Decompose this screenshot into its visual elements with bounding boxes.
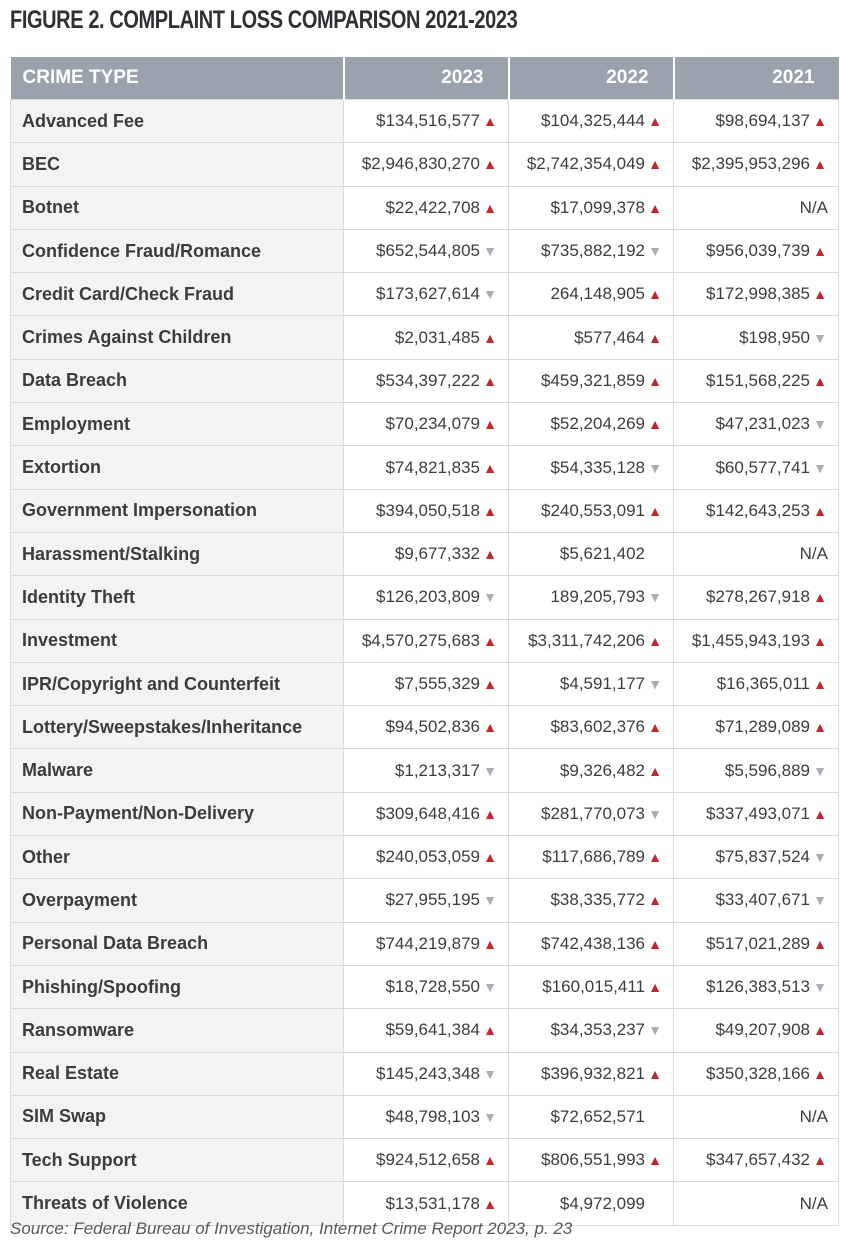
trend-up-icon: ▲: [483, 1022, 497, 1039]
table-row: [11, 1052, 839, 1095]
trend-none-icon: [647, 1109, 663, 1125]
trend-up-icon: ▲: [813, 1022, 827, 1039]
trend-down-icon: ▼: [813, 849, 827, 866]
loss-value: $2,031,485: [394, 327, 480, 347]
loss-value-cell: [674, 446, 839, 489]
loss-value: N/A: [799, 544, 828, 564]
loss-value: $72,652,571: [550, 1106, 645, 1126]
trend-down-icon: ▼: [813, 762, 827, 779]
loss-value: $126,383,513: [706, 977, 810, 997]
loss-value-cell: [509, 403, 674, 446]
table-row: [11, 749, 839, 792]
loss-value: $47,231,023: [715, 414, 810, 434]
crime-type-cell: Overpayment: [11, 879, 344, 922]
loss-value-cell: [674, 489, 839, 532]
loss-value-cell: [344, 359, 509, 402]
trend-up-icon: ▲: [648, 329, 662, 346]
table-row: [11, 1095, 839, 1138]
loss-value-cell: [509, 922, 674, 965]
trend-down-icon: ▼: [813, 416, 827, 433]
trend-up-icon: ▲: [813, 935, 827, 952]
trend-up-icon: ▲: [813, 676, 827, 692]
loss-value-cell: [674, 1052, 839, 1095]
loss-value: $16,365,011: [716, 674, 810, 693]
loss-value: $172,998,385: [706, 284, 810, 304]
trend-down-icon: ▼: [483, 762, 497, 779]
loss-value: $33,407,671: [715, 890, 810, 910]
trend-up-icon: ▲: [648, 199, 662, 216]
trend-none-icon: [647, 546, 663, 562]
trend-up-icon: ▲: [483, 113, 497, 130]
table-row: [11, 965, 839, 1008]
loss-value: $75,837,524: [715, 847, 810, 867]
loss-value-cell: [674, 576, 839, 619]
loss-value: $459,321,859: [541, 370, 645, 390]
crime-type-cell: Real Estate: [11, 1052, 344, 1095]
table-row: [11, 662, 839, 705]
crime-type-cell: Confidence Fraud/Romance: [11, 229, 344, 272]
loss-value-cell: [344, 143, 509, 186]
table-row: [11, 489, 839, 532]
crime-type-cell: Identity Theft: [11, 576, 344, 619]
trend-up-icon: ▲: [648, 156, 662, 173]
trend-up-icon: ▲: [648, 892, 662, 909]
crime-type-cell: Investment: [11, 619, 344, 662]
crime-type-cell: Data Breach: [11, 359, 344, 402]
loss-value-cell: [509, 619, 674, 662]
trend-down-icon: ▼: [483, 1065, 497, 1082]
trend-down-icon: ▼: [483, 892, 497, 909]
trend-up-icon: ▲: [813, 589, 827, 606]
trend-up-icon: ▲: [813, 1152, 827, 1169]
crime-type-cell: Personal Data Breach: [11, 922, 344, 965]
loss-value-cell: [509, 706, 674, 749]
crime-type-cell: Non-Payment/Non-Delivery: [11, 792, 344, 835]
loss-value: $4,591,177: [559, 674, 645, 693]
loss-value-cell: [674, 359, 839, 402]
loss-value-cell: [344, 403, 509, 446]
loss-value: $281,770,073: [541, 803, 645, 823]
trend-up-icon: ▲: [483, 416, 497, 433]
loss-value-cell: [674, 532, 839, 575]
trend-up-icon: ▲: [813, 243, 827, 260]
crime-type-cell: Ransomware: [11, 1009, 344, 1052]
crime-type-cell: SIM Swap: [11, 1095, 344, 1138]
crime-type-cell: Extortion: [11, 446, 344, 489]
loss-value-cell: [509, 446, 674, 489]
loss-value-cell: [509, 749, 674, 792]
crime-type-cell: Credit Card/Check Fraud: [11, 273, 344, 316]
loss-value-cell: [344, 316, 509, 359]
loss-value: $534,397,222: [376, 370, 480, 390]
loss-value: $1,213,317: [394, 760, 480, 780]
trend-up-icon: ▲: [648, 416, 662, 433]
loss-value: $394,050,518: [376, 500, 480, 520]
loss-value-cell: [344, 229, 509, 272]
loss-value-cell: [674, 836, 839, 879]
trend-up-icon: ▲: [813, 372, 827, 389]
loss-value: $13,531,178: [385, 1193, 480, 1213]
loss-value: $924,512,658: [376, 1150, 480, 1170]
table-row: [11, 1139, 839, 1182]
loss-value: $9,326,482: [559, 760, 645, 780]
loss-value: 189,205,793: [550, 587, 645, 607]
loss-value-cell: [674, 922, 839, 965]
trend-up-icon: ▲: [813, 1065, 827, 1082]
table-row: [11, 922, 839, 965]
table-row: [11, 403, 839, 446]
trend-down-icon: ▼: [483, 286, 497, 303]
crime-type-cell: Botnet: [11, 186, 344, 229]
crime-type-cell: Malware: [11, 749, 344, 792]
loss-value: $4,972,099: [559, 1193, 645, 1213]
loss-value: $54,335,128: [550, 457, 645, 477]
header-2022: 2022: [509, 57, 674, 100]
loss-value: $240,553,091: [541, 500, 645, 520]
trend-down-icon: ▼: [648, 676, 662, 692]
table-row: [11, 359, 839, 402]
table-row: [11, 186, 839, 229]
trend-up-icon: ▲: [813, 286, 827, 303]
source-note: Source: Federal Bureau of Investigation, Internet Crime Report 2023, p. 23: [10, 1219, 573, 1238]
trend-down-icon: ▼: [483, 589, 497, 606]
table-row: [11, 1009, 839, 1052]
crime-type-cell: Phishing/Spoofing: [11, 965, 344, 1008]
loss-value-cell: [344, 576, 509, 619]
loss-value-cell: [344, 749, 509, 792]
loss-value-cell: [674, 1139, 839, 1182]
loss-value: $7,555,329: [394, 674, 480, 693]
trend-up-icon: ▲: [648, 935, 662, 952]
loss-value-cell: [344, 836, 509, 879]
trend-up-icon: ▲: [483, 935, 497, 952]
loss-value-cell: [674, 706, 839, 749]
table-row: [11, 532, 839, 575]
trend-up-icon: ▲: [483, 372, 497, 389]
loss-value: $9,677,332: [394, 544, 480, 564]
loss-value-cell: [509, 1095, 674, 1138]
loss-value-cell: [344, 446, 509, 489]
table-row: [11, 446, 839, 489]
trend-up-icon: ▲: [483, 199, 497, 216]
loss-value-cell: [344, 273, 509, 316]
loss-value: $350,328,166: [706, 1063, 810, 1083]
loss-value-cell: [509, 359, 674, 402]
loss-value-cell: [509, 879, 674, 922]
loss-value: $652,544,805: [376, 241, 480, 261]
loss-value-cell: [674, 662, 839, 705]
crime-type-cell: IPR/Copyright and Counterfeit: [11, 662, 344, 705]
loss-value-cell: [344, 706, 509, 749]
loss-value: $126,203,809: [376, 587, 480, 607]
loss-value-cell: [674, 1009, 839, 1052]
loss-value-cell: [344, 1052, 509, 1095]
loss-value-cell: [344, 662, 509, 705]
loss-value-cell: [509, 186, 674, 229]
loss-value: $60,577,741: [715, 457, 810, 477]
trend-up-icon: ▲: [483, 1152, 497, 1169]
loss-value: $4,570,275,683: [361, 630, 480, 650]
trend-down-icon: ▼: [648, 243, 662, 260]
loss-value-cell: [509, 273, 674, 316]
loss-value: 264,148,905: [550, 284, 645, 304]
trend-up-icon: ▲: [483, 459, 497, 476]
trend-down-icon: ▼: [813, 979, 827, 996]
loss-value: $142,643,253: [706, 500, 810, 520]
loss-value-cell: [509, 965, 674, 1008]
loss-value-cell: [509, 836, 674, 879]
loss-value: $59,641,384: [385, 1020, 480, 1040]
crime-type-cell: Government Impersonation: [11, 489, 344, 532]
loss-value: $117,686,789: [542, 847, 645, 867]
trend-up-icon: ▲: [483, 502, 497, 519]
loss-value-cell: [344, 1139, 509, 1182]
trend-down-icon: ▼: [648, 589, 662, 606]
trend-up-icon: ▲: [813, 805, 827, 822]
figure-title: FIGURE 2. COMPLAINT LOSS COMPARISON 2021-2023: [10, 6, 518, 34]
loss-value: $577,464: [574, 327, 645, 347]
trend-down-icon: ▼: [648, 1022, 662, 1039]
loss-value: $735,882,192: [541, 241, 645, 261]
loss-value: $22,422,708: [385, 197, 480, 217]
table-row: [11, 619, 839, 662]
crime-type-cell: Threats of Violence: [11, 1182, 344, 1225]
loss-value-cell: [674, 1095, 839, 1138]
crime-type-cell: Employment: [11, 403, 344, 446]
loss-value: $198,950: [739, 327, 810, 347]
loss-value: $27,955,195: [385, 890, 480, 910]
loss-value: $34,353,237: [550, 1020, 645, 1040]
loss-value-cell: [344, 879, 509, 922]
loss-value: $337,493,071: [706, 803, 810, 823]
trend-up-icon: ▲: [648, 632, 662, 649]
table-body: [11, 100, 839, 1226]
loss-value: $278,267,918: [706, 587, 810, 607]
loss-value: $49,207,908: [715, 1020, 810, 1040]
loss-value-cell: [509, 1052, 674, 1095]
trend-up-icon: ▲: [648, 1065, 662, 1082]
trend-up-icon: ▲: [483, 676, 497, 692]
loss-value: $98,694,137: [715, 111, 810, 131]
loss-value-cell: [509, 1009, 674, 1052]
loss-value: $145,243,348: [376, 1063, 480, 1083]
loss-value-cell: [509, 229, 674, 272]
trend-up-icon: ▲: [483, 156, 497, 173]
table-row: [11, 836, 839, 879]
loss-value-cell: [674, 879, 839, 922]
crime-type-cell: Tech Support: [11, 1139, 344, 1182]
trend-up-icon: ▲: [483, 849, 497, 866]
loss-value-cell: [344, 1009, 509, 1052]
loss-value-cell: [674, 619, 839, 662]
trend-up-icon: ▲: [813, 632, 827, 649]
trend-up-icon: ▲: [483, 632, 497, 649]
loss-value-cell: [344, 100, 509, 143]
loss-value-cell: [509, 143, 674, 186]
trend-up-icon: ▲: [648, 719, 662, 736]
loss-value-cell: [509, 489, 674, 532]
loss-value: $104,325,444: [541, 111, 645, 131]
loss-value-cell: [509, 316, 674, 359]
loss-value-cell: [674, 273, 839, 316]
loss-value-cell: [344, 489, 509, 532]
crime-type-cell: BEC: [11, 143, 344, 186]
loss-value-cell: [344, 619, 509, 662]
loss-value: $70,234,079: [385, 414, 480, 434]
trend-up-icon: ▲: [648, 849, 662, 866]
table-row: [11, 316, 839, 359]
loss-value: $173,627,614: [376, 284, 480, 304]
loss-value: $3,311,742,206: [528, 630, 645, 650]
loss-value-cell: [674, 143, 839, 186]
table-row: [11, 879, 839, 922]
loss-value-cell: [509, 100, 674, 143]
loss-value-cell: [674, 792, 839, 835]
trend-up-icon: ▲: [648, 762, 662, 779]
loss-value-cell: [344, 532, 509, 575]
loss-value-cell: [509, 792, 674, 835]
trend-down-icon: ▼: [648, 805, 662, 822]
loss-value: $74,821,835: [385, 457, 480, 477]
trend-down-icon: ▼: [483, 979, 497, 996]
loss-value-cell: [674, 965, 839, 1008]
loss-value: $744,219,879: [376, 933, 480, 953]
table-row: [11, 100, 839, 143]
trend-down-icon: ▼: [813, 459, 827, 476]
loss-value-cell: [674, 229, 839, 272]
loss-value-cell: [509, 532, 674, 575]
loss-value-cell: [509, 576, 674, 619]
loss-value: $396,932,821: [541, 1063, 645, 1083]
trend-up-icon: ▲: [813, 156, 827, 173]
trend-up-icon: ▲: [648, 372, 662, 389]
loss-value: $806,551,993: [541, 1150, 645, 1170]
loss-value-cell: [674, 749, 839, 792]
loss-value: $38,335,772: [550, 890, 645, 910]
trend-up-icon: ▲: [483, 329, 497, 346]
trend-up-icon: ▲: [813, 113, 827, 130]
crime-type-cell: Harassment/Stalking: [11, 532, 344, 575]
loss-comparison-table: [10, 57, 839, 1226]
loss-value-cell: [674, 403, 839, 446]
trend-down-icon: ▼: [813, 892, 827, 909]
trend-down-icon: ▼: [813, 329, 827, 346]
loss-value: $347,657,432: [706, 1150, 810, 1170]
loss-value: $160,015,411: [542, 977, 645, 997]
loss-value: N/A: [799, 1106, 828, 1126]
loss-value: $309,648,416: [376, 803, 480, 823]
loss-value-cell: [344, 186, 509, 229]
header-crime-type: CRIME TYPE: [11, 57, 344, 100]
trend-up-icon: ▲: [813, 719, 827, 736]
loss-value-cell: [509, 1139, 674, 1182]
loss-value: $5,596,889: [724, 760, 810, 780]
trend-down-icon: ▼: [648, 459, 662, 476]
loss-value: $83,602,376: [550, 717, 645, 737]
trend-up-icon: ▲: [648, 979, 662, 996]
loss-value: $17,099,378: [550, 197, 645, 217]
loss-value-cell: [344, 922, 509, 965]
trend-up-icon: ▲: [483, 719, 497, 736]
header-2023: 2023: [344, 57, 509, 100]
trend-up-icon: ▲: [813, 502, 827, 519]
loss-value-cell: [344, 792, 509, 835]
trend-up-icon: ▲: [648, 502, 662, 519]
loss-value: $956,039,739: [706, 241, 810, 261]
loss-value-cell: [344, 965, 509, 1008]
loss-value: $742,438,136: [541, 933, 645, 953]
table-row: [11, 576, 839, 619]
table-row: [11, 706, 839, 749]
loss-value: $2,742,354,049: [526, 154, 645, 174]
loss-value-cell: [674, 316, 839, 359]
trend-none-icon: [647, 1196, 663, 1212]
loss-value: $2,395,953,296: [691, 154, 810, 174]
loss-value: $240,053,059: [376, 847, 480, 867]
loss-value: N/A: [799, 197, 828, 217]
trend-down-icon: ▼: [483, 243, 497, 260]
loss-value: N/A: [799, 1193, 828, 1213]
loss-value-cell: [674, 100, 839, 143]
loss-value: $151,568,225: [706, 370, 810, 390]
crime-type-cell: Advanced Fee: [11, 100, 344, 143]
loss-value: $71,289,089: [715, 717, 810, 737]
table-row: [11, 143, 839, 186]
loss-value: $48,798,103: [385, 1106, 480, 1126]
crime-type-cell: Other: [11, 836, 344, 879]
trend-up-icon: ▲: [648, 286, 662, 303]
crime-type-cell: Crimes Against Children: [11, 316, 344, 359]
loss-value: $2,946,830,270: [361, 154, 480, 174]
trend-up-icon: ▲: [483, 546, 497, 563]
trend-up-icon: ▲: [648, 113, 662, 130]
loss-value: $52,204,269: [550, 414, 645, 434]
table-row: [11, 229, 839, 272]
crime-type-cell: Lottery/Sweepstakes/Inheritance: [11, 706, 344, 749]
trend-up-icon: ▲: [648, 1152, 662, 1169]
loss-value: $5,621,402: [559, 544, 645, 564]
table-header-row: [11, 57, 839, 100]
loss-value: $517,021,289: [706, 933, 810, 953]
table-row: [11, 792, 839, 835]
loss-value: $134,516,577: [376, 111, 480, 131]
loss-value: $1,455,943,193: [691, 630, 810, 650]
loss-value-cell: [674, 186, 839, 229]
trend-up-icon: ▲: [483, 805, 497, 822]
loss-value: $18,728,550: [385, 977, 480, 997]
loss-value-cell: [509, 662, 674, 705]
loss-value-cell: [674, 1182, 839, 1225]
loss-value-cell: [344, 1095, 509, 1138]
trend-up-icon: ▲: [483, 1195, 497, 1212]
table-row: [11, 273, 839, 316]
trend-down-icon: ▼: [483, 1108, 497, 1125]
header-2021: 2021: [674, 57, 839, 100]
loss-value: $94,502,836: [385, 717, 480, 737]
